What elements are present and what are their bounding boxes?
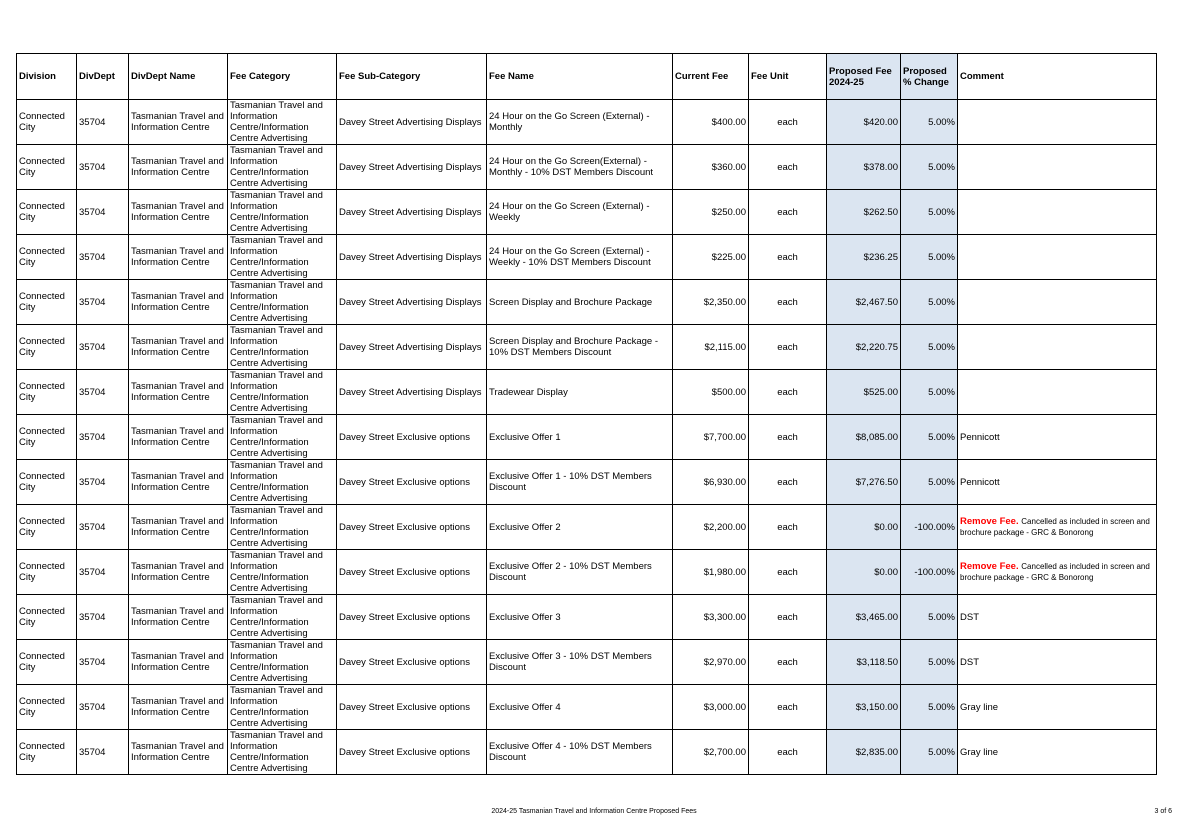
header-divdept-name: DivDept Name xyxy=(129,54,228,100)
divdept-name-cell: Tasmanian Travel and Information Centre xyxy=(129,100,228,145)
proposed-change-cell: 5.00% xyxy=(901,100,958,145)
current-fee-cell: $2,200.00 xyxy=(673,505,749,550)
divdept-name-cell: Tasmanian Travel and Information Centre xyxy=(129,640,228,685)
proposed-change-cell: 5.00% xyxy=(901,325,958,370)
fee-subcategory-cell: Davey Street Exclusive options xyxy=(337,685,487,730)
divdept-name-cell: Tasmanian Travel and Information Centre xyxy=(129,190,228,235)
current-fee-cell: $3,300.00 xyxy=(673,595,749,640)
fee-category-cell: Tasmanian Travel and Information Centre/Information Centre Advertising xyxy=(228,730,337,775)
fee-unit-cell: each xyxy=(749,505,827,550)
header-proposed-fee: Proposed Fee 2024-25 xyxy=(827,54,901,100)
fee-subcategory-cell: Davey Street Exclusive options xyxy=(337,505,487,550)
fee-name-cell: Exclusive Offer 4 - 10% DST Members Discount xyxy=(487,730,673,775)
comment-note: Cancelled as included in screen and brochure package - GRC & Bonorong xyxy=(960,517,1150,537)
proposed-fee-cell: $420.00 xyxy=(827,100,901,145)
division-cell: Connected City xyxy=(17,370,77,415)
fee-unit-cell: each xyxy=(749,370,827,415)
table-row xyxy=(17,550,1157,595)
division-cell: Connected City xyxy=(17,730,77,775)
fee-name-cell: 24 Hour on the Go Screen (External) - Weekly xyxy=(487,190,673,235)
fee-subcategory-cell: Davey Street Advertising Displays xyxy=(337,145,487,190)
fee-table xyxy=(16,53,1157,775)
fee-unit-cell: each xyxy=(749,730,827,775)
fee-unit-cell: each xyxy=(749,685,827,730)
fee-category-cell: Tasmanian Travel and Information Centre/Information Centre Advertising xyxy=(228,235,337,280)
fee-subcategory-cell: Davey Street Exclusive options xyxy=(337,730,487,775)
fee-subcategory-cell: Davey Street Exclusive options xyxy=(337,640,487,685)
comment-text: Gray line xyxy=(960,746,999,758)
fee-name-cell: Exclusive Offer 4 xyxy=(487,685,673,730)
header-row xyxy=(17,54,1157,100)
header-current-fee: Current Fee xyxy=(673,54,749,100)
divdept-name-cell: Tasmanian Travel and Information Centre xyxy=(129,415,228,460)
fee-subcategory-cell: Davey Street Advertising Displays xyxy=(337,325,487,370)
proposed-fee-cell: $8,085.00 xyxy=(827,415,901,460)
header-divdept: DivDept xyxy=(77,54,129,100)
division-cell: Connected City xyxy=(17,640,77,685)
comment-text: Pennicott xyxy=(960,476,1000,488)
fee-subcategory-cell: Davey Street Advertising Displays xyxy=(337,190,487,235)
fee-category-cell: Tasmanian Travel and Information Centre/Information Centre Advertising xyxy=(228,370,337,415)
fee-subcategory-cell: Davey Street Exclusive options xyxy=(337,415,487,460)
fee-unit-cell: each xyxy=(749,460,827,505)
table-row xyxy=(17,415,1157,460)
proposed-fee-cell: $3,465.00 xyxy=(827,595,901,640)
proposed-change-cell: 5.00% xyxy=(901,595,958,640)
divdept-cell: 35704 xyxy=(77,640,129,685)
comment-cell xyxy=(958,190,1157,235)
proposed-change-cell: 5.00% xyxy=(901,640,958,685)
fee-unit-cell: each xyxy=(749,325,827,370)
divdept-name-cell: Tasmanian Travel and Information Centre xyxy=(129,145,228,190)
table-row xyxy=(17,595,1157,640)
fee-name-cell: Screen Display and Brochure Package - 10% DST Members Discount xyxy=(487,325,673,370)
divdept-name-cell: Tasmanian Travel and Information Centre xyxy=(129,505,228,550)
proposed-fee-cell: $3,150.00 xyxy=(827,685,901,730)
divdept-cell: 35704 xyxy=(77,415,129,460)
fee-rows xyxy=(17,100,1157,775)
fee-subcategory-cell: Davey Street Exclusive options xyxy=(337,550,487,595)
fee-unit-cell: each xyxy=(749,190,827,235)
divdept-cell: 35704 xyxy=(77,280,129,325)
division-cell: Connected City xyxy=(17,145,77,190)
divdept-cell: 35704 xyxy=(77,235,129,280)
comment-text: Gray line xyxy=(960,701,999,713)
fee-category-cell: Tasmanian Travel and Information Centre/Information Centre Advertising xyxy=(228,325,337,370)
footer-title: 2024-25 Tasmanian Travel and Information Centre Proposed Fees xyxy=(491,808,697,815)
division-cell: Connected City xyxy=(17,235,77,280)
proposed-change-cell: 5.00% xyxy=(901,460,958,505)
fee-unit-cell: each xyxy=(749,145,827,190)
fee-name-cell: 24 Hour on the Go Screen (External) - Monthly xyxy=(487,100,673,145)
table-row xyxy=(17,685,1157,730)
division-cell: Connected City xyxy=(17,595,77,640)
fee-category-cell: Tasmanian Travel and Information Centre/Information Centre Advertising xyxy=(228,685,337,730)
comment-cell xyxy=(958,415,1157,460)
comment-cell xyxy=(958,550,1157,595)
header-comment: Comment xyxy=(958,54,1157,100)
fee-unit-cell: each xyxy=(749,415,827,460)
fee-unit-cell: each xyxy=(749,640,827,685)
fee-category-cell: Tasmanian Travel and Information Centre/Information Centre Advertising xyxy=(228,550,337,595)
comment-cell xyxy=(958,145,1157,190)
fee-unit-cell: each xyxy=(749,595,827,640)
proposed-change-cell: 5.00% xyxy=(901,280,958,325)
fee-name-cell: Exclusive Offer 3 xyxy=(487,595,673,640)
table-row xyxy=(17,370,1157,415)
proposed-fee-cell: $2,835.00 xyxy=(827,730,901,775)
fee-name-cell: Exclusive Offer 3 - 10% DST Members Discount xyxy=(487,640,673,685)
divdept-name-cell: Tasmanian Travel and Information Centre xyxy=(129,550,228,595)
table-row xyxy=(17,325,1157,370)
current-fee-cell: $400.00 xyxy=(673,100,749,145)
proposed-fee-cell: $7,276.50 xyxy=(827,460,901,505)
table-row xyxy=(17,460,1157,505)
fee-name-cell: 24 Hour on the Go Screen(External) - Monthly - 10% DST Members Discount xyxy=(487,145,673,190)
header-division: Division xyxy=(17,54,77,100)
fee-name-cell: Exclusive Offer 2 - 10% DST Members Discount xyxy=(487,550,673,595)
fee-subcategory-cell: Davey Street Advertising Displays xyxy=(337,235,487,280)
fee-category-cell: Tasmanian Travel and Information Centre/Information Centre Advertising xyxy=(228,415,337,460)
proposed-fee-cell: $262.50 xyxy=(827,190,901,235)
proposed-fee-cell: $2,467.50 xyxy=(827,280,901,325)
proposed-change-cell: 5.00% xyxy=(901,730,958,775)
comment-cell xyxy=(958,595,1157,640)
fee-unit-cell: each xyxy=(749,100,827,145)
fee-name-cell: Screen Display and Brochure Package xyxy=(487,280,673,325)
fee-name-cell: 24 Hour on the Go Screen (External) - Weekly - 10% DST Members Discount xyxy=(487,235,673,280)
current-fee-cell: $3,000.00 xyxy=(673,685,749,730)
divdept-cell: 35704 xyxy=(77,550,129,595)
proposed-fee-cell: $378.00 xyxy=(827,145,901,190)
divdept-cell: 35704 xyxy=(77,505,129,550)
comment-cell xyxy=(958,460,1157,505)
comment-cell xyxy=(958,100,1157,145)
divdept-cell: 35704 xyxy=(77,685,129,730)
division-cell: Connected City xyxy=(17,325,77,370)
fee-category-cell: Tasmanian Travel and Information Centre/Information Centre Advertising xyxy=(228,100,337,145)
proposed-change-cell: -100.00% xyxy=(901,550,958,595)
table-row xyxy=(17,640,1157,685)
table-row xyxy=(17,730,1157,775)
comment-cell xyxy=(958,235,1157,280)
proposed-change-cell: 5.00% xyxy=(901,145,958,190)
current-fee-cell: $250.00 xyxy=(673,190,749,235)
fee-subcategory-cell: Davey Street Exclusive options xyxy=(337,460,487,505)
fee-subcategory-cell: Davey Street Exclusive options xyxy=(337,595,487,640)
divdept-cell: 35704 xyxy=(77,460,129,505)
divdept-name-cell: Tasmanian Travel and Information Centre xyxy=(129,460,228,505)
fee-category-cell: Tasmanian Travel and Information Centre/Information Centre Advertising xyxy=(228,595,337,640)
divdept-name-cell: Tasmanian Travel and Information Centre xyxy=(129,325,228,370)
fee-name-cell: Exclusive Offer 1 - 10% DST Members Discount xyxy=(487,460,673,505)
divdept-name-cell: Tasmanian Travel and Information Centre xyxy=(129,595,228,640)
comment-note: Cancelled as included in screen and brochure package - GRC & Bonorong xyxy=(960,562,1150,582)
comment-cell xyxy=(958,685,1157,730)
table-row xyxy=(17,505,1157,550)
proposed-fee-cell: $3,118.50 xyxy=(827,640,901,685)
division-cell: Connected City xyxy=(17,550,77,595)
proposed-fee-cell: $236.25 xyxy=(827,235,901,280)
fee-subcategory-cell: Davey Street Advertising Displays xyxy=(337,100,487,145)
header-fee-category: Fee Category xyxy=(228,54,337,100)
comment-cell xyxy=(958,325,1157,370)
divdept-name-cell: Tasmanian Travel and Information Centre xyxy=(129,370,228,415)
proposed-change-cell: 5.00% xyxy=(901,685,958,730)
proposed-change-cell: 5.00% xyxy=(901,235,958,280)
comment-cell xyxy=(958,730,1157,775)
division-cell: Connected City xyxy=(17,190,77,235)
divdept-name-cell: Tasmanian Travel and Information Centre xyxy=(129,235,228,280)
fee-category-cell: Tasmanian Travel and Information Centre/Information Centre Advertising xyxy=(228,190,337,235)
proposed-fee-cell: $0.00 xyxy=(827,505,901,550)
division-cell: Connected City xyxy=(17,460,77,505)
comment-text: DST xyxy=(960,656,979,668)
division-cell: Connected City xyxy=(17,415,77,460)
divdept-name-cell: Tasmanian Travel and Information Centre xyxy=(129,685,228,730)
proposed-fee-cell: $2,220.75 xyxy=(827,325,901,370)
divdept-cell: 35704 xyxy=(77,145,129,190)
divdept-name-cell: Tasmanian Travel and Information Centre xyxy=(129,280,228,325)
comment-text: Pennicott xyxy=(960,431,1000,443)
fee-name-cell: Exclusive Offer 2 xyxy=(487,505,673,550)
fee-category-cell: Tasmanian Travel and Information Centre/Information Centre Advertising xyxy=(228,460,337,505)
divdept-cell: 35704 xyxy=(77,325,129,370)
current-fee-cell: $2,700.00 xyxy=(673,730,749,775)
header-fee-unit: Fee Unit xyxy=(749,54,827,100)
table-row xyxy=(17,100,1157,145)
divdept-cell: 35704 xyxy=(77,190,129,235)
fee-name-cell: Exclusive Offer 1 xyxy=(487,415,673,460)
fee-category-cell: Tasmanian Travel and Information Centre/Information Centre Advertising xyxy=(228,145,337,190)
table-row xyxy=(17,235,1157,280)
division-cell: Connected City xyxy=(17,100,77,145)
fee-category-cell: Tasmanian Travel and Information Centre/Information Centre Advertising xyxy=(228,505,337,550)
divdept-cell: 35704 xyxy=(77,370,129,415)
current-fee-cell: $2,350.00 xyxy=(673,280,749,325)
comment-cell xyxy=(958,505,1157,550)
divdept-cell: 35704 xyxy=(77,595,129,640)
table-row xyxy=(17,280,1157,325)
proposed-fee-cell: $0.00 xyxy=(827,550,901,595)
remove-fee-flag: Remove Fee. xyxy=(960,516,1019,527)
current-fee-cell: $7,700.00 xyxy=(673,415,749,460)
current-fee-cell: $2,970.00 xyxy=(673,640,749,685)
current-fee-cell: $1,980.00 xyxy=(673,550,749,595)
fee-subcategory-cell: Davey Street Advertising Displays xyxy=(337,280,487,325)
divdept-cell: 35704 xyxy=(77,730,129,775)
fee-unit-cell: each xyxy=(749,280,827,325)
comment-cell xyxy=(958,280,1157,325)
current-fee-cell: $2,115.00 xyxy=(673,325,749,370)
proposed-change-cell: 5.00% xyxy=(901,190,958,235)
current-fee-cell: $225.00 xyxy=(673,235,749,280)
remove-fee-flag: Remove Fee. xyxy=(960,561,1019,572)
divdept-cell: 35704 xyxy=(77,100,129,145)
header-proposed-change: Proposed % Change xyxy=(901,54,958,100)
fee-category-cell: Tasmanian Travel and Information Centre/Information Centre Advertising xyxy=(228,280,337,325)
fee-unit-cell: each xyxy=(749,235,827,280)
table-row xyxy=(17,145,1157,190)
division-cell: Connected City xyxy=(17,685,77,730)
comment-cell xyxy=(958,370,1157,415)
header-fee-subcategory: Fee Sub-Category xyxy=(337,54,487,100)
current-fee-cell: $6,930.00 xyxy=(673,460,749,505)
fee-unit-cell: each xyxy=(749,550,827,595)
proposed-fee-cell: $525.00 xyxy=(827,370,901,415)
fee-subcategory-cell: Davey Street Advertising Displays xyxy=(337,370,487,415)
fee-category-cell: Tasmanian Travel and Information Centre/Information Centre Advertising xyxy=(228,640,337,685)
proposed-change-cell: 5.00% xyxy=(901,370,958,415)
table-row xyxy=(17,190,1157,235)
header-fee-name: Fee Name xyxy=(487,54,673,100)
proposed-change-cell: -100.00% xyxy=(901,505,958,550)
divdept-name-cell: Tasmanian Travel and Information Centre xyxy=(129,730,228,775)
current-fee-cell: $360.00 xyxy=(673,145,749,190)
fee-name-cell: Tradewear Display xyxy=(487,370,673,415)
division-cell: Connected City xyxy=(17,280,77,325)
current-fee-cell: $500.00 xyxy=(673,370,749,415)
proposed-change-cell: 5.00% xyxy=(901,415,958,460)
page-number: 3 of 6 xyxy=(1154,808,1172,815)
comment-cell xyxy=(958,640,1157,685)
division-cell: Connected City xyxy=(17,505,77,550)
comment-text: DST xyxy=(960,611,979,623)
